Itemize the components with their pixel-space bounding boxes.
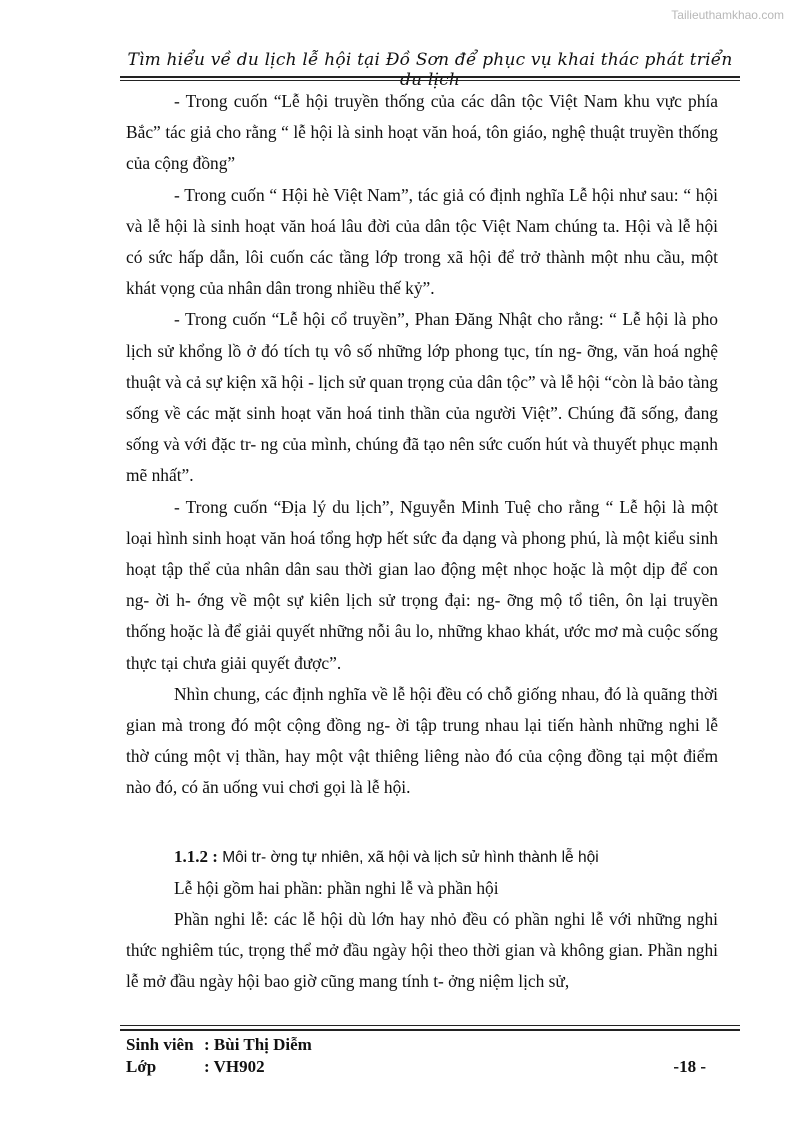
student-label: Sinh viên: [126, 1035, 194, 1054]
page-number: -18 -: [673, 1057, 706, 1076]
student-name: : Bùi Thị Diễm: [204, 1035, 312, 1054]
paragraph-4: - Trong cuốn “Địa lý du lịch”, Nguyễn Minh Tuệ cho rằng “ Lễ hội là một loại hình sinh hoạt văn hoá tổng hợp hết sức đa dạng và phong phú, là một kiểu sinh hoạt tập thể của nhân dân sau thời gian lao động mệt nhọc hoặc là một dịp để con ng- ời h- ớng về một sự kiên lịch sử trọng đại: ng- ỡng mộ tổ tiên, ôn lại truyền thống hoặc là để giải quyết những nỗi âu lo, những khao khát, ước mơ mà cuộc sống thực tại chưa giải quyết được”.: [126, 496, 718, 673]
section-gap: [126, 804, 718, 841]
paragraph-2: - Trong cuốn “ Hội hè Việt Nam”, tác giả có định nghĩa Lễ hội như sau: “ hội và lễ hội là sinh hoạt văn hoá lâu đời của dân tộc Việt Nam chúng ta. Hội và lễ hội có sức hấp dẫn, lôi cuốn các tầng lớp trong xã hội để trở thành một nhu cầu, một khát vọng của nhân dân trong nhiều thế kỷ”.: [126, 184, 718, 299]
footer-rule: [120, 1029, 740, 1031]
section-heading: [126, 841, 718, 873]
section-number: 1.1.2 :: [174, 846, 218, 866]
running-header: Tìm hiểu về du lịch lễ hội tại Đồ Sơn để phục vụ khai thác phát triển du lịch: [127, 50, 733, 90]
header-rule: [120, 76, 740, 78]
class-value: : VH902: [204, 1057, 265, 1076]
paragraph-1: - Trong cuốn “Lễ hội truyền thống của các dân tộc Việt Nam khu vực phía Bắc” tác giả cho rằng “ lễ hội là sinh hoạt văn hoá, tôn giáo, nghệ thuật truyền thống của cộng đồng”: [126, 91, 718, 174]
footer-rule-thin: [120, 1025, 740, 1026]
header-rule-thin: [120, 80, 740, 81]
class-row: [126, 1056, 706, 1078]
paragraph-3: - Trong cuốn “Lễ hội cổ truyền”, Phan Đăng Nhật cho rằng: “ Lễ hội là pho lịch sử khổng lồ ở đó tích tụ vô số những lớp phong tục, tín ng- ỡng, văn hoá nghệ thuật và cả sự kiện xã hội - lịch sử quan trọng của dân tộc” và lễ hội “còn là bảo tàng sống về các mặt sinh hoạt văn hoá tinh thần của người Việt”. Chúng đã sống, đang sống và với đặc tr- ng của mình, chúng đã tạo nên sức cuốn hút và thuyết phục mạnh mẽ nhất”.: [126, 309, 718, 486]
section-paragraph-1: Lễ hội gồm hai phần: phần nghi lễ và phần hội: [174, 877, 499, 898]
paragraph-5: Nhìn chung, các định nghĩa về lễ hội đều có chỗ giống nhau, đó là quãng thời gian mà trong đó một cộng đồng ng- ời tập trung nhau lại tiến hành những nghi lễ thờ cúng một vị thần, hay một vật thiêng liêng nào đó của cộng đồng tại một điểm nào đó, có ăn uống vui chơi gọi là lễ hội.: [126, 683, 718, 798]
page-body: [126, 86, 718, 998]
section-title: Môi tr- ờng tự nhiên, xã hội và lịch sử hình thành lễ hội: [222, 848, 599, 866]
student-row: [126, 1034, 706, 1056]
section-paragraph-2: Phần nghi lễ: các lễ hội dù lớn hay nhỏ đều có phần nghi lễ với những nghi thức nghiêm túc, trọng thể mở đầu ngày hội theo thời gian và không gian. Phần nghi lễ mở đầu ngày hội bao giờ cũng mang tính t- ởng niệm lịch sử,: [126, 909, 718, 992]
class-label: Lớp: [126, 1057, 157, 1076]
page-footer: [126, 1034, 706, 1078]
watermark: Tailieuthamkhao.com: [671, 8, 784, 22]
